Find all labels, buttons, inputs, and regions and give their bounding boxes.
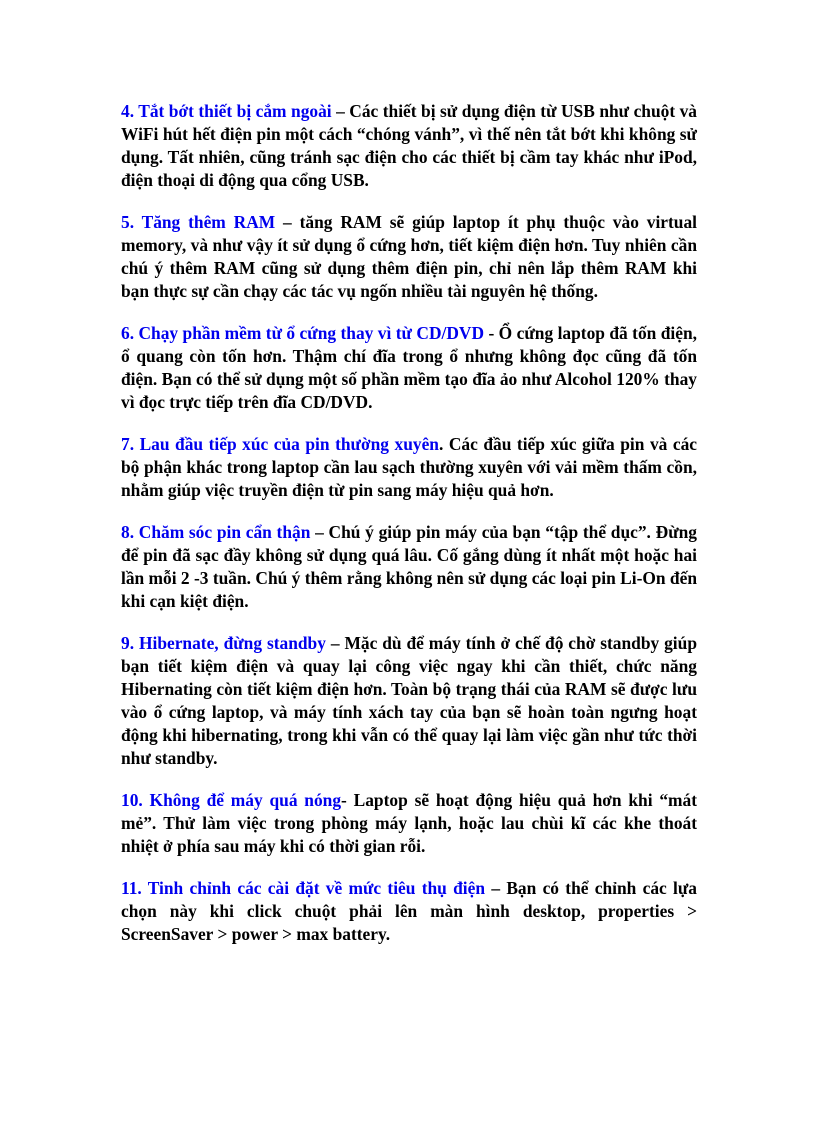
- tip-9: [121, 632, 697, 771]
- tip-11: [121, 877, 697, 946]
- tip-body: – tăng RAM sẽ giúp laptop ít phụ thuộc vào virtual memory, và như vậy ít sử dụng ổ cứng hơn, tiết kiệm điện hơn. Tuy nhiên cần chú ý thêm RAM cũng sử dụng thêm điện pin, chỉ nên lắp thêm RAM khi bạn thực sự cần chạy các tác vụ ngốn nhiều tài nguyên hệ thống.: [121, 211, 697, 302]
- tip-title: 8. Chăm sóc pin cẩn thận: [121, 521, 311, 542]
- tip-body: . Các đầu tiếp xúc giữa pin và các bộ phận khác trong laptop cần lau sạch thường xuyên với vải mềm thấm cồn, nhằm giúp việc truyền điện từ pin sang máy hiệu quả hơn.: [121, 433, 697, 501]
- tip-title: 9. Hibernate, đừng standby: [121, 632, 326, 653]
- tip-7: [121, 433, 697, 502]
- tip-body: – Mặc dù để máy tính ở chế độ chờ standby giúp bạn tiết kiệm điện và quay lại công việc ngay khi cần thiết, chức năng Hibernating còn tiết kiệm điện hơn. Toàn bộ trạng thái của RAM sẽ được lưu vào ổ cứng laptop, và máy tính xách tay của bạn sẽ hoàn toàn ngưng hoạt động khi hibernating, trong khi vẫn có thể quay lại làm việc gần như tức thời như standby.: [121, 632, 697, 769]
- tip-body: – Chú ý giúp pin máy của bạn “tập thể dục”. Đừng để pin đã sạc đầy không sử dụng quá lâu. Cố gắng dùng ít nhất một hoặc hai lần mỗi 2 -3 tuần. Chú ý thêm rằng không nên sử dụng các loại pin Li-On đến khi cạn kiệt điện.: [121, 521, 697, 612]
- tip-title: 4. Tắt bớt thiết bị cắm ngoài: [121, 101, 332, 121]
- tip-8: [121, 521, 697, 613]
- tip-title: 7. Lau đầu tiếp xúc của pin thường xuyên: [121, 433, 439, 454]
- tip-title: 11. Tinh chỉnh các cài đặt về mức tiêu thụ điện: [121, 877, 486, 898]
- tip-10: [121, 789, 697, 858]
- tip-4: [121, 100, 697, 192]
- tip-body: - Laptop sẽ hoạt động hiệu quả hơn khi “mát mẻ”. Thử làm việc trong phòng máy lạnh, hoặc lau chùi kĩ các khe thoát nhiệt ở phía sau máy khi có thời gian rỗi.: [121, 789, 697, 857]
- tip-body: – Bạn có thể chỉnh các lựa chọn này khi click chuột phải lên màn hình desktop, properties > ScreenSaver > power > max battery.: [121, 877, 698, 944]
- tip-title: 6. Chạy phần mềm từ ổ cứng thay vì từ CD/DVD: [121, 322, 485, 343]
- document-page: [121, 100, 697, 965]
- tip-6: [121, 322, 697, 414]
- tip-title: 10. Không để máy quá nóng: [121, 789, 342, 810]
- tip-body: – Các thiết bị sử dụng điện từ USB như chuột và WiFi hút hết điện pin một cách “chóng vánh”, vì thế nên tắt bớt khi không sử dụng. Tất nhiên, cũng tránh sạc điện cho các thiết bị cầm tay khác như iPod, điện thoại di động qua cổng USB.: [121, 101, 698, 191]
- tip-title: 5. Tăng thêm RAM: [121, 211, 276, 232]
- tip-5: [121, 211, 697, 303]
- tip-body: - Ổ cứng laptop đã tốn điện, ổ quang còn tốn hơn. Thậm chí đĩa trong ổ nhưng không đọc cũng đã tốn điện. Bạn có thể sử dụng một số phần mềm tạo đĩa ảo như Alcohol 120% thay vì đọc trực tiếp trên đĩa CD/DVD.: [121, 322, 697, 413]
